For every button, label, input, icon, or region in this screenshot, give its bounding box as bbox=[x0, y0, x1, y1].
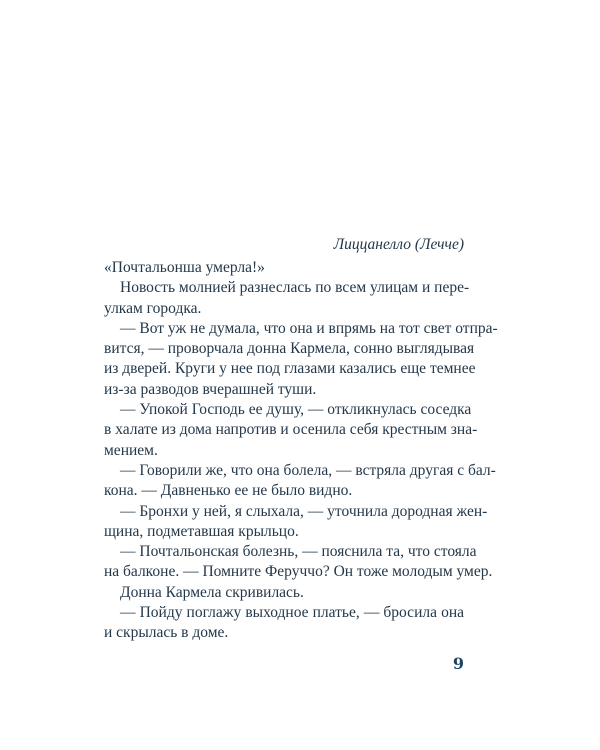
page-number: 9 bbox=[452, 654, 464, 673]
text-line: и скрылась в доме. bbox=[104, 624, 229, 642]
chapter-location-heading: Лиццанелло (Лечче) bbox=[333, 236, 464, 253]
text-line: кона. — Давненько ее не было видно. bbox=[104, 482, 353, 500]
text-line: — Вот уж не думала, что она и впрямь на тот свет отпра- bbox=[120, 319, 498, 337]
text-line: на балконе. — Помните Феруччо? Он тоже молодым умер. bbox=[104, 563, 493, 581]
text-line: — Упокой Господь ее душу, — откликнулась соседка bbox=[120, 401, 472, 419]
text-line: — Бронхи у ней, я слыхала, — уточнила дородная жен- bbox=[120, 502, 488, 520]
text-line: — Говорили же, что она болела, — встряла другая с бал- bbox=[120, 461, 496, 479]
text-line: из-за разводов вчерашней туши. bbox=[104, 380, 317, 398]
text-line: щина, подметавшая крыльцо. bbox=[104, 522, 299, 540]
text-line: Донна Кармела скривилась. bbox=[120, 583, 304, 601]
text-line: улкам городка. bbox=[104, 299, 202, 317]
text-line: — Пойду поглажу выходное платье, — бросила она bbox=[120, 604, 464, 622]
text-line: мением. bbox=[104, 441, 158, 459]
text-line: Новость молнией разнеслась по всем улицам и пере- bbox=[120, 279, 470, 297]
text-line: — Почтальонская болезнь, — пояснила та, что стояла bbox=[120, 543, 477, 561]
text-line: «Почтальонша умерла!» bbox=[104, 259, 265, 276]
text-line: из дверей. Круги у нее под глазами казались еще темнее bbox=[104, 360, 476, 378]
text-line: в халате из дома напротив и осенила себя крестным зна- bbox=[104, 421, 478, 439]
body-text bbox=[104, 258, 498, 644]
text-line: вится, — проворчала донна Кармела, сонно выглядывая bbox=[104, 340, 475, 358]
